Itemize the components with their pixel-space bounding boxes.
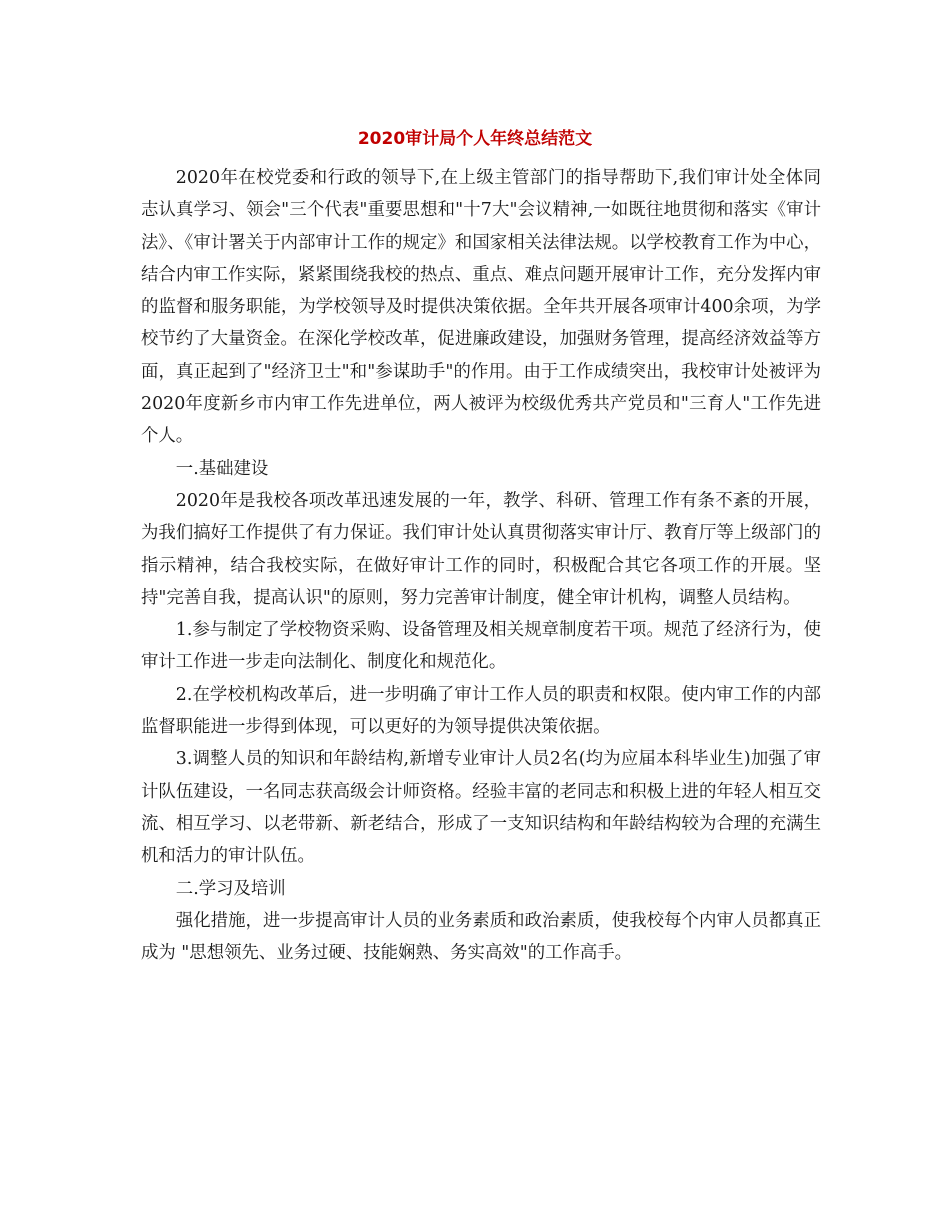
list-item-3: 3.调整人员的知识和年龄结构,新增专业审计人员2名(均为应届本科毕业生)加强了审计队伍建设，一名同志获高级会计师资格。经验丰富的老同志和积极上进的年轻人相互交流、相互学习、以老带新、新老结合，形成了一支知识结构和年龄结构较为合理的充满生机和活力的审计队伍。 <box>141 749 821 867</box>
document-title: 2020审计局个人年终总结范文 <box>357 129 593 149</box>
section-heading-training: 二.学习及培训 <box>175 878 286 899</box>
infrastructure-paragraph: 2020年是我校各项改革迅速发展的一年，教学、科研、管理工作有条不紊的开展，为我们搞好工作提供了有力保证。我们审计处认真贯彻落实审计厅、教育厅等上级部门的指示精神，结合我校实际，在做好审计工作的同时，积极配合其它各项工作的开展。坚持"完善自我，提高认识"的原则，努力完善审计制度，健全审计机构，调整人员结构。 <box>141 490 821 608</box>
document-body <box>141 162 821 969</box>
training-paragraph: 强化措施，进一步提高审计人员的业务素质和政治素质，使我校每个内审人员都真正成为 "思想领先、业务过硬、技能娴熟、务实高效"的工作高手。 <box>141 910 821 964</box>
list-item-2: 2.在学校机构改革后，进一步明确了审计工作人员的职责和权限。使内审工作的内部监督职能进一步得到体现，可以更好的为领导提供决策依据。 <box>141 684 821 738</box>
list-item-1: 1.参与制定了学校物资采购、设备管理及相关规章制度若干项。规范了经济行为，使审计工作进一步走向法制化、制度化和规范化。 <box>141 620 821 673</box>
intro-paragraph: 2020年在校党委和行政的领导下,在上级主管部门的指导帮助下,我们审计处全体同志认真学习、领会"三个代表"重要思想和"十7大"会议精神,一如既往地贯彻和落实《审计法》、《审计署关于内部审计工作的规定》和国家相关法律法规。以学校教育工作为中心，结合内审工作实际，紧紧围绕我校的热点、重点、难点问题开展审计工作，充分发挥内审的监督和服务职能，为学校领导及时提供决策依据。全年共开展各项审计400余项，为学校节约了大量资金。在深化学校改革，促进廉政建设，加强财务管理，提高经济效益等方面，真正起到了"经济卫士"和"参谋助手"的作用。由于工作成绩突出，我校审计处被评为2020年度新乡市内审工作先进单位，两人被评为校级优秀共产党员和"三育人"工作先进个人。 <box>141 168 821 447</box>
section-heading-infrastructure: 一.基础建设 <box>175 458 269 479</box>
